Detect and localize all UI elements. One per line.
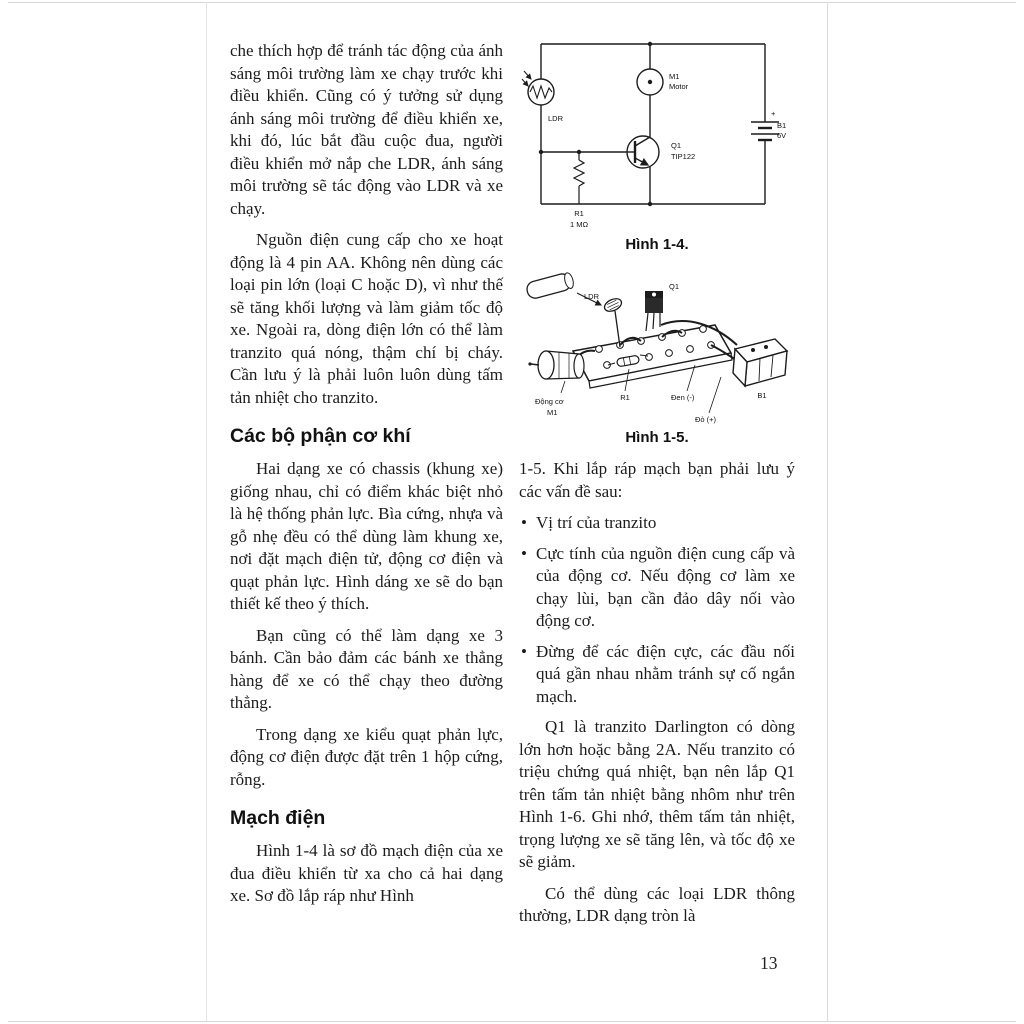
section-heading-mechanical-parts: Các bộ phận cơ khí — [230, 425, 411, 447]
battery-ref-label: B1 — [777, 121, 787, 130]
scan-edge-bottom — [8, 1021, 1016, 1022]
ldr-symbol — [522, 71, 554, 105]
paragraph: Có thể dùng các loại LDR thông thường, LDR dạng tròn là — [519, 883, 795, 925]
paragraph: Trong dạng xe kiểu quạt phản lực, động cơ điện được đặt trên 1 hộp cứng, rỗng. — [230, 724, 503, 789]
ldr-label: LDR — [548, 114, 564, 123]
scan-edge-top — [8, 2, 1016, 3]
bullet-marker: • — [521, 641, 527, 661]
section-heading-circuit: Mạch điện — [230, 807, 326, 829]
ldr-part-label: LDR — [583, 292, 599, 301]
page-number: 13 — [760, 953, 778, 973]
assembly-drawing-svg — [519, 265, 799, 427]
r1-part-label: R1 — [620, 393, 630, 402]
q1-part-label: Q1 — [669, 282, 680, 291]
battery-pack — [733, 339, 787, 386]
junction-dots — [539, 42, 652, 206]
motor-name-label: Motor — [669, 82, 689, 91]
battery-pack-label: B1 — [757, 391, 767, 400]
transistor-symbol — [627, 136, 659, 204]
bullet-marker: • — [521, 513, 527, 532]
circuit-schematic-svg — [521, 34, 793, 234]
figure-1-5-assembly-drawing — [519, 265, 795, 446]
breadboard — [573, 325, 732, 388]
notes-bullet-list — [519, 512, 795, 708]
scan-edge-right — [827, 2, 828, 1021]
motor-symbol — [637, 69, 663, 137]
figure-caption: Hình 1-5. — [625, 429, 689, 446]
list-item-text: Vị trí của tranzito — [536, 513, 657, 532]
transistor-ref-label: Q1 — [671, 141, 682, 150]
paragraph: 1-5. Khi lắp ráp mạch bạn phải lưu ý các vấn đề sau: — [519, 459, 795, 501]
paragraph: Hình 1-4 là sơ đồ mạch điện của xe đua điều khiển từ xa cho cả hai dạng xe. Sơ đồ lắp ráp như Hình — [230, 841, 503, 905]
paragraph: Hai dạng xe có chassis (khung xe) giống nhau, chỉ có điểm khác biệt nhỏ là hệ thống phản lực. Bìa cứng, nhựa và gỗ nhẹ đều có thể dùng làm khung xe, nơi đặt mạch điện tử, động cơ điện và quạt phản lực. Hình dáng xe sẽ do bạn thiết kế theo ý thích. — [230, 459, 503, 613]
figure-1-4-circuit-diagram — [519, 34, 795, 253]
list-item-text: Cực tính của nguồn điện cung cấp và của động cơ. Nếu động cơ làm xe chạy lùi, bạn cần đảo dây nối vào động cơ. — [536, 543, 795, 630]
paragraph: Nguồn điện cung cấp cho xe hoạt động là 4 pin AA. Không nên dùng các loại pin lớn (loại C hoặc D), vì như thế sẽ tăng khối lượng và làm giảm tốc độ xe. Ngoài ra, dòng điện lớn có thể làm tranzito quá nóng, thậm chí bị cháy. Cần lưu ý là phải luôn luôn dùng tấm tản nhiệt cho tranzito. — [230, 230, 503, 407]
paragraph: Q1 là tranzito Darlington có dòng lớn hơn hoặc bằng 2A. Nếu tranzito có triệu chứng quá nhiệt, bạn nên lắp Q1 trên tấm tản nhiệt bằng nhôm như trên Hình 1-6. Ghi nhớ, thêm tấm tản nhiệt, trọng lượng xe sẽ tăng lên, và tốc độ xe sẽ giảm. — [519, 717, 795, 871]
scan-edge-left — [206, 2, 207, 1021]
paragraph: che thích hợp để tránh tác động của ánh sáng môi trường làm xe chạy trước khi điều khiển. Cũng có ý tưởng sử dụng ánh sáng môi trường để điều khiển xe, khi đó, lúc bắt đầu cuộc đua, người điều khiển mở nắp che LDR, ánh sáng môi trường sẽ tác động vào LDR và xe chạy. — [230, 41, 503, 218]
bullet-marker: • — [521, 543, 527, 563]
battery-value-label: 6V — [777, 131, 787, 140]
figure-caption: Hình 1-4. — [625, 236, 689, 253]
list-item — [519, 512, 795, 535]
red-wire-label: Đỏ (+) — [695, 415, 717, 424]
motor-ref-label: M1 — [669, 72, 680, 81]
motor-label-line1: Động cơ — [535, 397, 564, 406]
list-item-text: Đừng để các điện cực, các đầu nối quá gần nhau nhằm tránh sự cố ngắn mạch. — [536, 641, 795, 706]
left-text-column — [230, 40, 503, 917]
motor-part — [528, 351, 584, 379]
list-item — [519, 641, 795, 709]
ldr-part — [603, 296, 624, 347]
paragraph: Bạn cũng có thể làm dạng xe 3 bánh. Cần bảo đảm các bánh xe thẳng hàng để xe có thể chạy theo đường thẳng. — [230, 625, 503, 712]
resistor-ref-label: R1 — [574, 209, 584, 218]
resistor-symbol — [574, 152, 584, 204]
right-column — [519, 34, 795, 937]
circuit-wires — [541, 44, 765, 204]
battery-plus-label: + — [771, 109, 776, 118]
battery-symbol — [751, 122, 779, 140]
q1-part — [645, 291, 663, 331]
ldr-cover-tube — [525, 271, 575, 300]
resistor-value-label: 1 MΩ — [569, 220, 589, 229]
black-wire-label: Đen (-) — [671, 393, 695, 402]
motor-label-line2: M1 — [547, 408, 558, 417]
list-item — [519, 543, 795, 633]
transistor-part-label: TIP122 — [671, 152, 696, 161]
